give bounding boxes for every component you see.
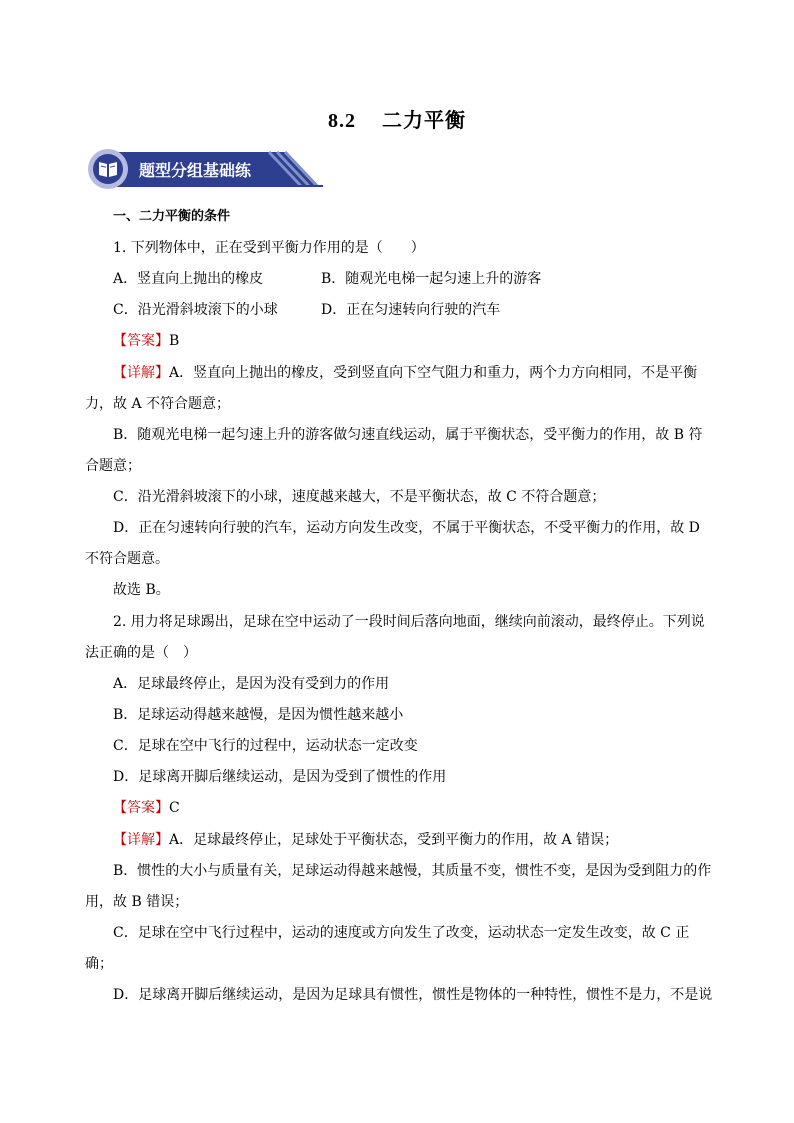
q1-answer bbox=[113, 332, 179, 350]
q1-options-row-1 bbox=[113, 270, 713, 288]
q1-answer-value: B bbox=[169, 333, 180, 349]
q2-detail-line-4: C．足球在空中飞行过程中，运动的速度或方向发生了改变，运动状态一定发生改变，故 C 正 bbox=[113, 925, 690, 941]
q2-detail-line-2: B．惯性的大小与质量有关，足球运动得越来越慢，其质量不变，惯性不变，是因为受到阻力的作 bbox=[113, 863, 712, 879]
q2-detail-line-6: D．足球离开脚后继续运动，是因为足球具有惯性，惯性是物体的一种特性，惯性不是力，不是说 bbox=[113, 987, 713, 1003]
q1-detail-line-8: 故选 B。 bbox=[113, 582, 170, 598]
q2-answer-value: C bbox=[169, 800, 180, 816]
q1-detail-line-1 bbox=[113, 364, 697, 382]
q2-detail-tag: 【详解】 bbox=[113, 832, 169, 848]
q1-detail-line-2: 力，故 A 不符合题意； bbox=[85, 396, 231, 412]
q1-detail-line-7: 不符合题意。 bbox=[85, 551, 169, 567]
q2-answer bbox=[113, 799, 180, 817]
q1-detail-line-6: D．正在匀速转向行驶的汽车，运动方向发生改变，不属于平衡状态，不受平衡力的作用，故 D bbox=[113, 520, 700, 536]
q1-options-row-2 bbox=[113, 301, 713, 319]
q2-detail-line-3: 用，故 B 错误； bbox=[85, 894, 189, 910]
q1-stem: 1. 下列物体中，正在受到平衡力作用的是（ ） bbox=[113, 240, 425, 256]
q1-detail-line-3: B．随观光电梯一起匀速上升的游客做匀速直线运动，属于平衡状态，受平衡力的作用，故 B 符 bbox=[113, 427, 703, 443]
section-heading: 一、二力平衡的条件 bbox=[113, 209, 231, 224]
q1-detail-line-4: 合题意； bbox=[85, 458, 141, 474]
q1-detail-line-5: C．沿光滑斜坡滚下的小球，速度越来越大，不是平衡状态，故 C 不符合题意； bbox=[113, 489, 606, 505]
section-number: 8.2 bbox=[328, 110, 356, 132]
banner-label: 题型分组基础练 bbox=[139, 161, 252, 180]
section-banner bbox=[87, 148, 327, 190]
q2-option-b: B．足球运动得越来越慢，是因为惯性越来越小 bbox=[113, 707, 404, 723]
q2-answer-tag: 【答案】 bbox=[113, 800, 169, 816]
q1-option-d: D．正在匀速转向行驶的汽车 bbox=[321, 302, 501, 318]
q2-stem-line-2: 法正确的是（ ） bbox=[85, 645, 197, 661]
q1-detail-tag: 【详解】 bbox=[113, 365, 169, 381]
q2-option-d: D．足球离开脚后继续运动，是因为受到了惯性的作用 bbox=[113, 769, 447, 785]
q2-option-a: A．足球最终停止，是因为没有受到力的作用 bbox=[113, 676, 390, 692]
q2-detail-line-5: 确； bbox=[85, 956, 113, 972]
section-title: 二力平衡 bbox=[382, 108, 466, 132]
q1-option-a: A．竖直向上抛出的橡皮 bbox=[113, 271, 264, 287]
q2-stem-line-1: 2. 用力将足球踢出，足球在空中运动了一段时间后落向地面，继续向前滚动，最终停止。下列说 bbox=[113, 614, 705, 630]
q2-detail-line-1 bbox=[113, 831, 618, 849]
q2-option-c: C．足球在空中飞行的过程中，运动状态一定改变 bbox=[113, 738, 418, 754]
q1-detail-text-1: A．竖直向上抛出的橡皮，受到竖直向下空气阻力和重力，两个力方向相同，不是平衡 bbox=[169, 365, 698, 381]
page-title bbox=[0, 104, 794, 133]
q1-option-b: B．随观光电梯一起匀速上升的游客 bbox=[321, 271, 542, 287]
q2-detail-text-1: A．足球最终停止，足球处于平衡状态，受到平衡力的作用，故 A 错误； bbox=[169, 832, 619, 848]
q1-option-c: C．沿光滑斜坡滚下的小球 bbox=[113, 302, 278, 318]
q1-answer-tag: 【答案】 bbox=[113, 333, 169, 349]
